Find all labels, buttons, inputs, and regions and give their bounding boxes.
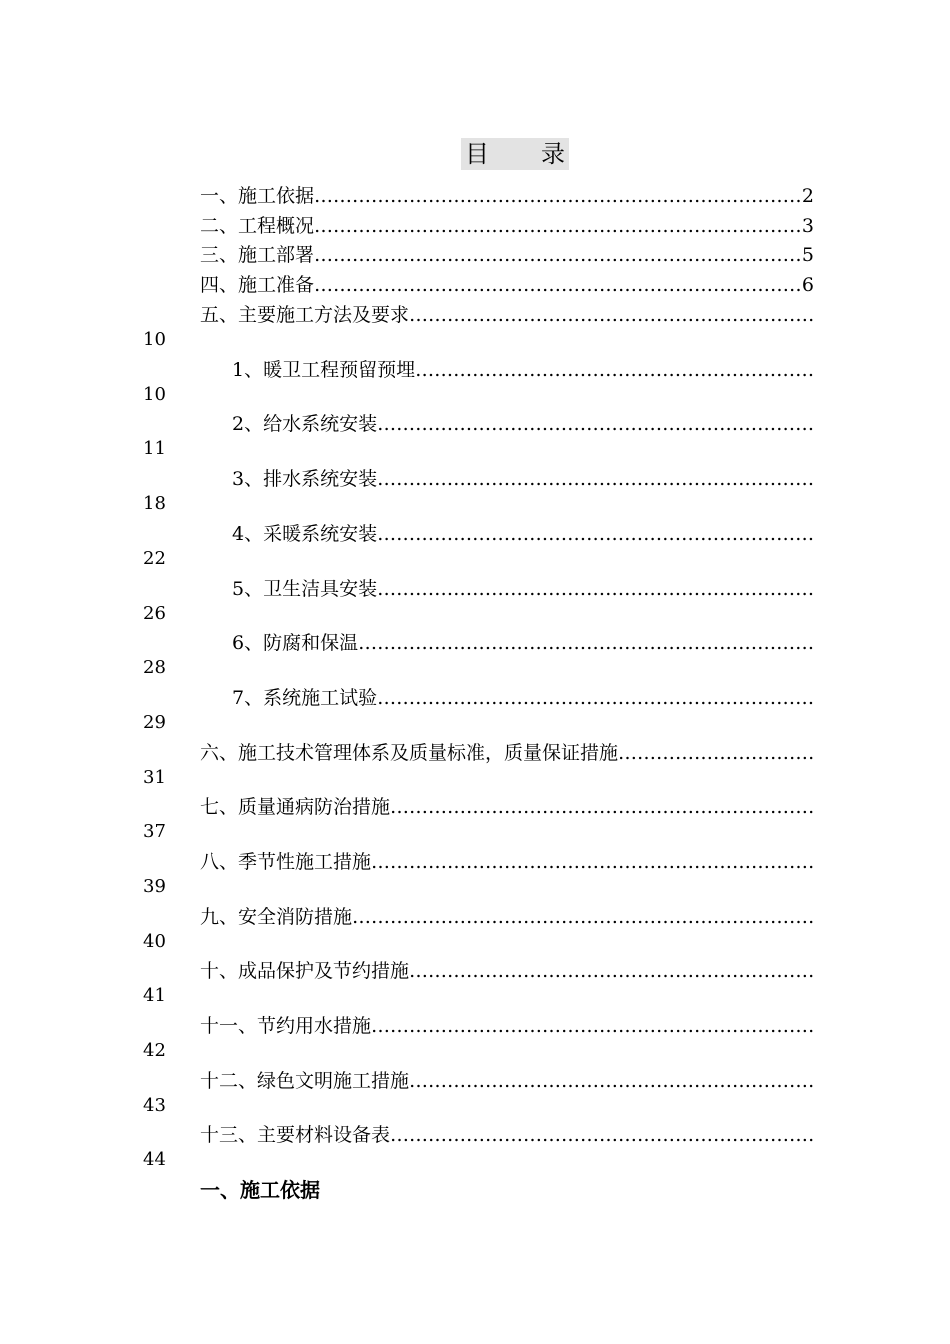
toc-entry-page: 18 (143, 493, 166, 514)
toc-entry-label: 7、系统施工试验 (232, 687, 378, 709)
toc-entry-label: 六、施工技术管理体系及质量标准，质量保证措施 (200, 742, 619, 764)
toc-entry-label: 十、成品保护及节约措施 (200, 960, 410, 982)
toc-entry-label: 五、主要施工方法及要求 (200, 304, 410, 326)
toc-entry-label: 八、季节性施工措施 (200, 851, 372, 873)
toc-entry-label: 5、卫生洁具安装 (232, 578, 378, 600)
toc-subentry[interactable] (232, 685, 814, 711)
toc-entry-page: 6 (801, 274, 814, 296)
toc-subentry[interactable] (232, 357, 814, 383)
toc-leader-dots (314, 183, 802, 209)
toc-leader-dots (409, 958, 814, 984)
toc-title (461, 138, 569, 170)
toc-leader-dots (390, 794, 814, 820)
toc-entry[interactable] (200, 1013, 814, 1039)
toc-entry[interactable] (200, 272, 814, 298)
toc-entry-label: 三、施工部署 (200, 244, 315, 266)
toc-entry[interactable] (200, 302, 814, 328)
toc-entry[interactable] (200, 183, 814, 209)
toc-entry-label: 十三、主要材料设备表 (200, 1124, 391, 1146)
toc-entry[interactable] (200, 794, 814, 820)
toc-entry[interactable] (200, 904, 814, 930)
toc-entry-page: 10 (143, 329, 166, 350)
toc-leader-dots (371, 849, 814, 875)
toc-entry[interactable] (200, 1122, 814, 1148)
toc-leader-dots (377, 521, 814, 547)
toc-title-right: 录 (541, 140, 565, 168)
toc-entry-page: 5 (801, 244, 814, 266)
toc-leader-dots (352, 904, 814, 930)
toc-entry-page: 40 (143, 931, 166, 952)
toc-leader-dots (377, 576, 814, 602)
toc-entry-label: 九、安全消防措施 (200, 906, 353, 928)
toc-entry-page: 3 (801, 215, 814, 237)
toc-entry-page: 22 (143, 548, 166, 569)
toc-entry-label: 1、暖卫工程预留预埋 (232, 359, 416, 381)
toc-subentry[interactable] (232, 411, 814, 437)
toc-entry-page: 44 (143, 1149, 166, 1170)
toc-entry-label: 十一、节约用水措施 (200, 1015, 372, 1037)
toc-leader-dots (409, 1068, 814, 1094)
toc-entry-page: 41 (143, 985, 166, 1006)
toc-entry-label: 二、工程概况 (200, 215, 315, 237)
toc-leader-dots (390, 1122, 814, 1148)
toc-entry[interactable] (200, 849, 814, 875)
toc-entry-page: 42 (143, 1040, 166, 1061)
toc-entry-page: 28 (143, 657, 166, 678)
toc-entry-label: 四、施工准备 (200, 274, 315, 296)
toc-leader-dots (415, 357, 814, 383)
toc-entry-label: 4、采暖系统安装 (232, 523, 378, 545)
toc-entry-page: 31 (143, 767, 166, 788)
toc-entry-page: 43 (143, 1095, 166, 1116)
section-heading: 一、施工依据 (200, 1178, 320, 1202)
toc-entry[interactable] (200, 213, 814, 239)
toc-subentry[interactable] (232, 466, 814, 492)
toc-leader-dots (377, 685, 814, 711)
toc-entry-page: 39 (143, 876, 166, 897)
toc-entry-page: 37 (143, 821, 166, 842)
toc-entry-label: 3、排水系统安装 (232, 468, 378, 490)
toc-leader-dots (371, 1013, 814, 1039)
toc-entry-page: 29 (143, 712, 166, 733)
toc-leader-dots (409, 302, 814, 328)
toc-entry[interactable] (200, 1068, 814, 1094)
toc-entry[interactable] (200, 740, 814, 766)
toc-leader-dots (618, 740, 814, 766)
toc-entry-page: 10 (143, 384, 166, 405)
toc-entry-page: 26 (143, 603, 166, 624)
toc-leader-dots (314, 213, 802, 239)
toc-subentry[interactable] (232, 576, 814, 602)
toc-entry-label: 一、施工依据 (200, 185, 315, 207)
toc-leader-dots (314, 242, 802, 268)
toc-entry[interactable] (200, 242, 814, 268)
toc-leader-dots (377, 411, 814, 437)
toc-entry-label: 七、质量通病防治措施 (200, 796, 391, 818)
toc-subentry[interactable] (232, 630, 814, 656)
toc-entry-label: 2、给水系统安装 (232, 413, 378, 435)
toc-leader-dots (358, 630, 814, 656)
toc-entry-page: 11 (143, 438, 166, 459)
toc-subentry[interactable] (232, 521, 814, 547)
toc-entry-label: 6、防腐和保温 (232, 632, 359, 654)
toc-leader-dots (314, 272, 802, 298)
toc-title-left: 目 (465, 140, 489, 168)
toc-entry-label: 十二、绿色文明施工措施 (200, 1070, 410, 1092)
toc-entry[interactable] (200, 958, 814, 984)
toc-entry-page: 2 (801, 185, 814, 207)
toc-leader-dots (377, 466, 814, 492)
